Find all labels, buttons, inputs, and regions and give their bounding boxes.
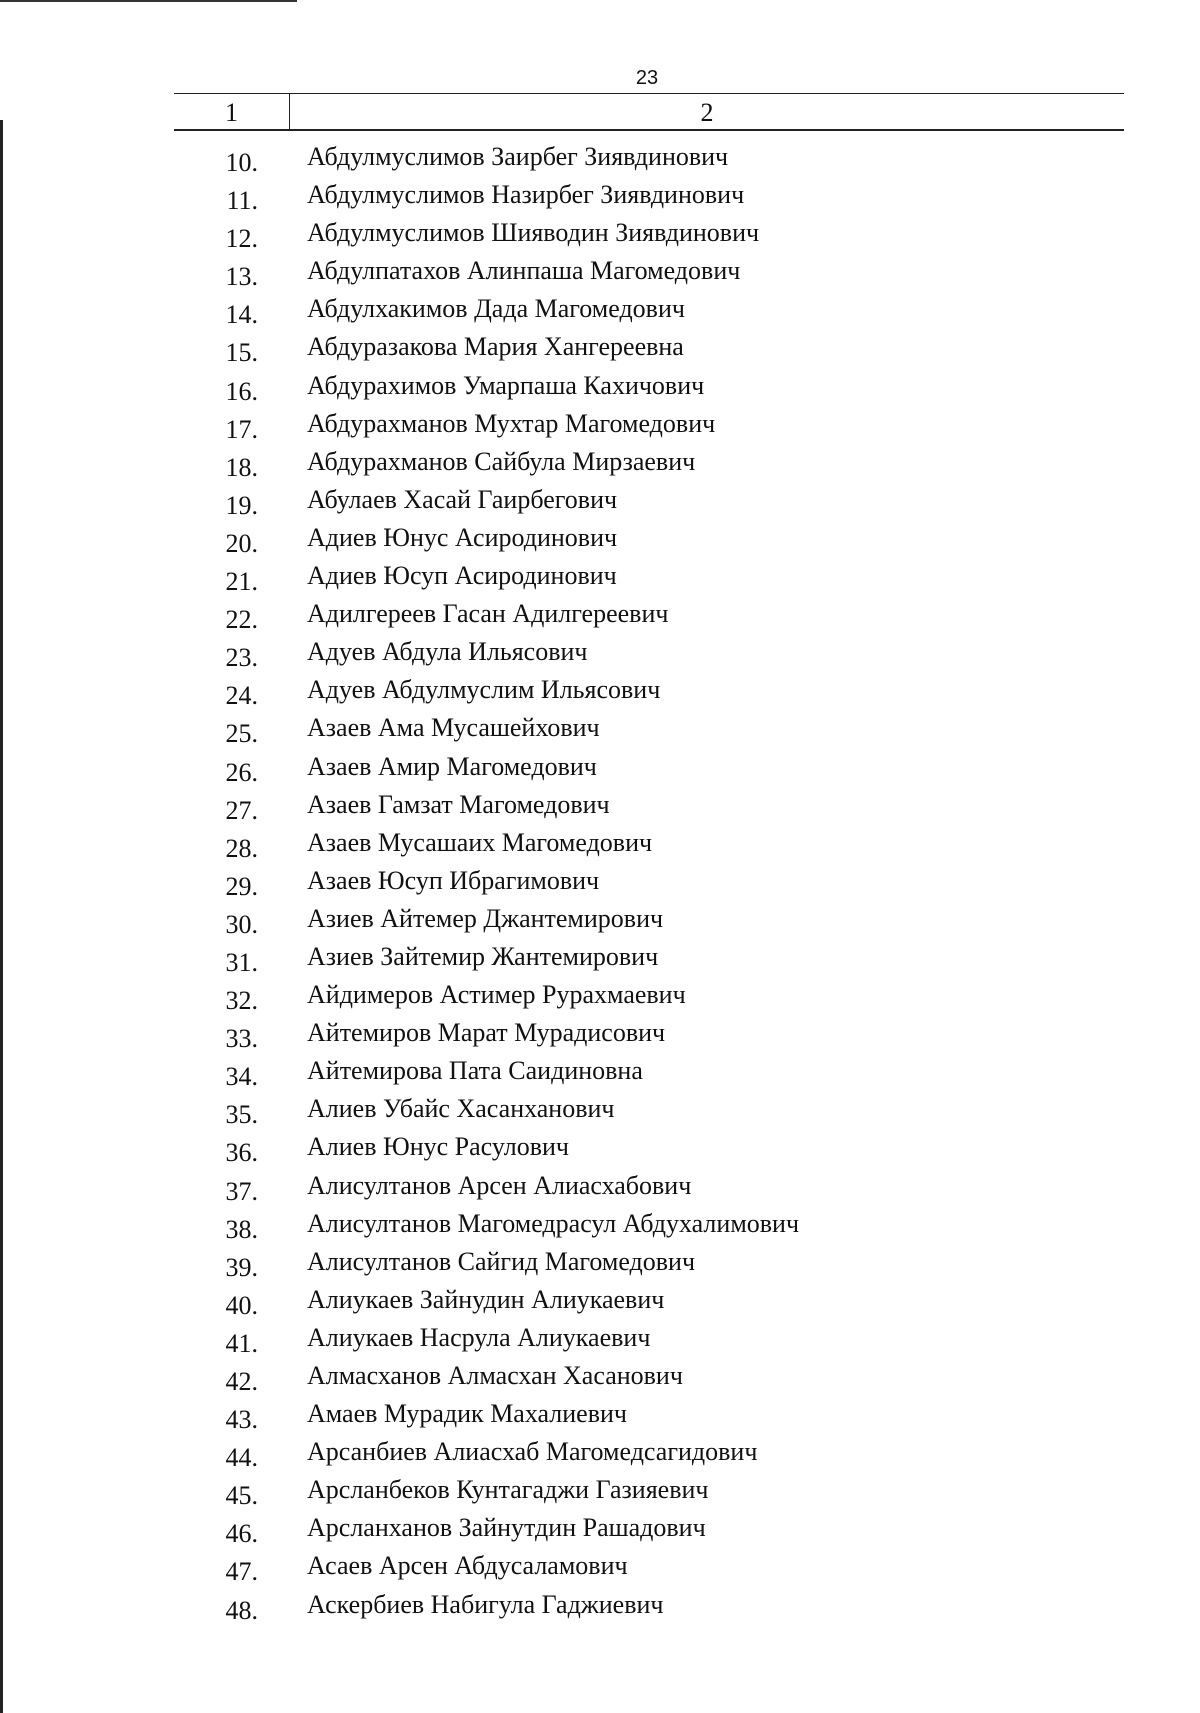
row-number: 26. <box>225 757 258 787</box>
row-number: 15. <box>225 338 258 368</box>
list-item <box>0 1056 1200 1094</box>
list-item <box>0 218 1200 256</box>
list-item <box>0 675 1200 713</box>
row-number: 46. <box>225 1519 258 1549</box>
person-name: Абдулмуслимов Шияводин Зиявдинович <box>307 218 760 248</box>
list-item <box>0 256 1200 294</box>
row-number: 23. <box>225 643 258 673</box>
person-name: Алисултанов Сайгид Магомедович <box>307 1246 696 1276</box>
list-item <box>0 1361 1200 1399</box>
list-item <box>0 1323 1200 1361</box>
list-item <box>0 1171 1200 1209</box>
person-name: Амаев Мурадик Махалиевич <box>307 1399 627 1429</box>
row-number: 33. <box>225 1024 258 1054</box>
row-number: 39. <box>225 1252 258 1282</box>
person-name: Адиев Юнус Асиродинович <box>307 522 618 552</box>
row-number: 19. <box>225 490 258 520</box>
person-name: Алиев Убайс Хасанханович <box>307 1094 615 1124</box>
person-name: Алиев Юнус Расулович <box>307 1132 569 1162</box>
person-name: Азиев Айтемер Джантемирович <box>307 903 664 933</box>
list-item <box>0 409 1200 447</box>
row-number: 17. <box>225 414 258 444</box>
row-number: 43. <box>225 1405 258 1435</box>
person-name: Азаев Гамзат Магомедович <box>307 789 610 819</box>
list-item <box>0 1590 1200 1628</box>
list-item <box>0 332 1200 370</box>
row-number: 34. <box>225 1062 258 1092</box>
row-number: 11. <box>226 186 258 216</box>
person-name: Арсланбеков Кунтагаджи Газияевич <box>307 1475 709 1505</box>
row-number: 44. <box>225 1443 258 1473</box>
person-name: Абдулпатахов Алинпаша Магомедович <box>307 256 741 286</box>
page-number: 23 <box>635 67 659 89</box>
person-name: Абдурахманов Мухтар Магомедович <box>307 408 716 438</box>
person-name: Алмасханов Алмасхан Хасанович <box>307 1361 683 1390</box>
row-number: 20. <box>225 528 258 558</box>
list-item <box>0 713 1200 751</box>
list-item <box>0 523 1200 561</box>
person-name: Азиев Зайтемир Жантемирович <box>307 941 659 971</box>
row-number: 27. <box>225 795 258 825</box>
list-item <box>0 1209 1200 1247</box>
person-name: Абдулхакимов Дада Магомедович <box>307 294 685 324</box>
row-number: 22. <box>225 605 258 635</box>
row-number: 10. <box>225 148 258 177</box>
row-number: 45. <box>225 1481 258 1511</box>
list-item <box>0 980 1200 1018</box>
list-item <box>0 1247 1200 1285</box>
row-number: 12. <box>225 224 258 254</box>
person-name: Азаев Мусашаих Магомедович <box>307 827 653 857</box>
list-item <box>0 1018 1200 1056</box>
row-number: 29. <box>225 871 258 901</box>
row-number: 47. <box>225 1557 258 1587</box>
row-number: 48. <box>225 1595 258 1625</box>
person-name: Абдулмуслимов Заирбег Зиявдинович <box>307 142 729 171</box>
row-number: 24. <box>225 681 258 711</box>
list-item <box>0 1437 1200 1475</box>
person-name: Адиев Юсуп Асиродинович <box>307 561 617 591</box>
list-item <box>0 180 1200 218</box>
list-item <box>0 1132 1200 1170</box>
person-name: Адилгереев Гасан Адилгереевич <box>307 599 669 629</box>
person-name: Алиукаев Зайнудин Алиукаевич <box>307 1284 665 1314</box>
person-name: Абдурахманов Сайбула Мирзаевич <box>307 446 696 476</box>
list-item <box>0 485 1200 523</box>
person-name: Айтемиров Марат Мурадисович <box>307 1018 666 1048</box>
row-number: 25. <box>225 719 258 749</box>
list-item <box>0 447 1200 485</box>
table-header-bottom-rule <box>174 129 1124 131</box>
person-name: Арсланханов Зайнутдин Рашадович <box>307 1513 706 1543</box>
list-item <box>0 561 1200 599</box>
list-item <box>0 371 1200 409</box>
row-number: 35. <box>225 1100 258 1130</box>
list-item <box>0 828 1200 866</box>
row-number: 41. <box>225 1328 258 1358</box>
list-item <box>0 1475 1200 1513</box>
row-number: 16. <box>225 376 258 406</box>
person-name: Алисултанов Магомедрасул Абдухалимович <box>307 1208 800 1238</box>
row-number: 13. <box>225 262 258 292</box>
list-item <box>0 294 1200 332</box>
list-item <box>0 1551 1200 1589</box>
row-number: 28. <box>225 833 258 863</box>
column-header-name: 2 <box>700 98 714 127</box>
list-item <box>0 790 1200 828</box>
person-name: Абулаев Хасай Гаирбегович <box>307 484 618 514</box>
list-item <box>0 1094 1200 1132</box>
person-name: Азаев Юсуп Ибрагимович <box>307 865 600 895</box>
person-name: Айтемирова Пата Саидиновна <box>307 1056 643 1086</box>
person-name: Адуев Абдулмуслим Ильясович <box>307 675 661 705</box>
table-header-top-rule <box>174 93 1124 94</box>
row-number: 21. <box>225 567 258 597</box>
row-number: 31. <box>225 947 258 977</box>
person-name: Абдурахимов Умарпаша Кахичович <box>307 370 705 400</box>
list-item <box>0 142 1200 180</box>
list-item <box>0 752 1200 790</box>
row-number: 30. <box>225 909 258 939</box>
list-item <box>0 1399 1200 1437</box>
row-number: 38. <box>225 1214 258 1244</box>
list-item <box>0 866 1200 904</box>
person-name: Аскербиев Набигула Гаджиевич <box>307 1589 664 1619</box>
person-name: Азаев Амир Магомедович <box>307 751 597 781</box>
scan-edge-top <box>0 0 297 2</box>
person-name: Асаев Арсен Абдусаламович <box>307 1551 628 1581</box>
row-number: 14. <box>225 300 258 330</box>
person-name: Абдулмуслимов Назирбег Зиявдинович <box>307 180 745 210</box>
list-item <box>0 904 1200 942</box>
row-number: 18. <box>225 452 258 482</box>
list-item <box>0 942 1200 980</box>
row-number: 42. <box>225 1367 258 1396</box>
list-item <box>0 1513 1200 1551</box>
person-name: Алиукаев Насрула Алиукаевич <box>307 1322 651 1352</box>
person-name: Азаев Ама Мусашейхович <box>307 713 600 743</box>
row-number: 40. <box>225 1290 258 1320</box>
person-name: Абдуразакова Мария Хангереевна <box>307 332 684 362</box>
row-number: 32. <box>225 986 258 1016</box>
row-number: 37. <box>225 1176 258 1206</box>
list-item <box>0 1285 1200 1323</box>
row-number: 36. <box>225 1138 258 1168</box>
list-item <box>0 637 1200 675</box>
person-name: Арсанбиев Алиасхаб Магомедсагидович <box>307 1437 758 1467</box>
person-name: Адуев Абдула Ильясович <box>307 637 588 667</box>
person-name: Айдимеров Астимер Рурахмаевич <box>307 980 686 1010</box>
column-header-number: 1 <box>225 98 238 127</box>
name-list <box>0 142 1200 1628</box>
list-item <box>0 599 1200 637</box>
person-name: Алисултанов Арсен Алиасхабович <box>307 1170 692 1200</box>
